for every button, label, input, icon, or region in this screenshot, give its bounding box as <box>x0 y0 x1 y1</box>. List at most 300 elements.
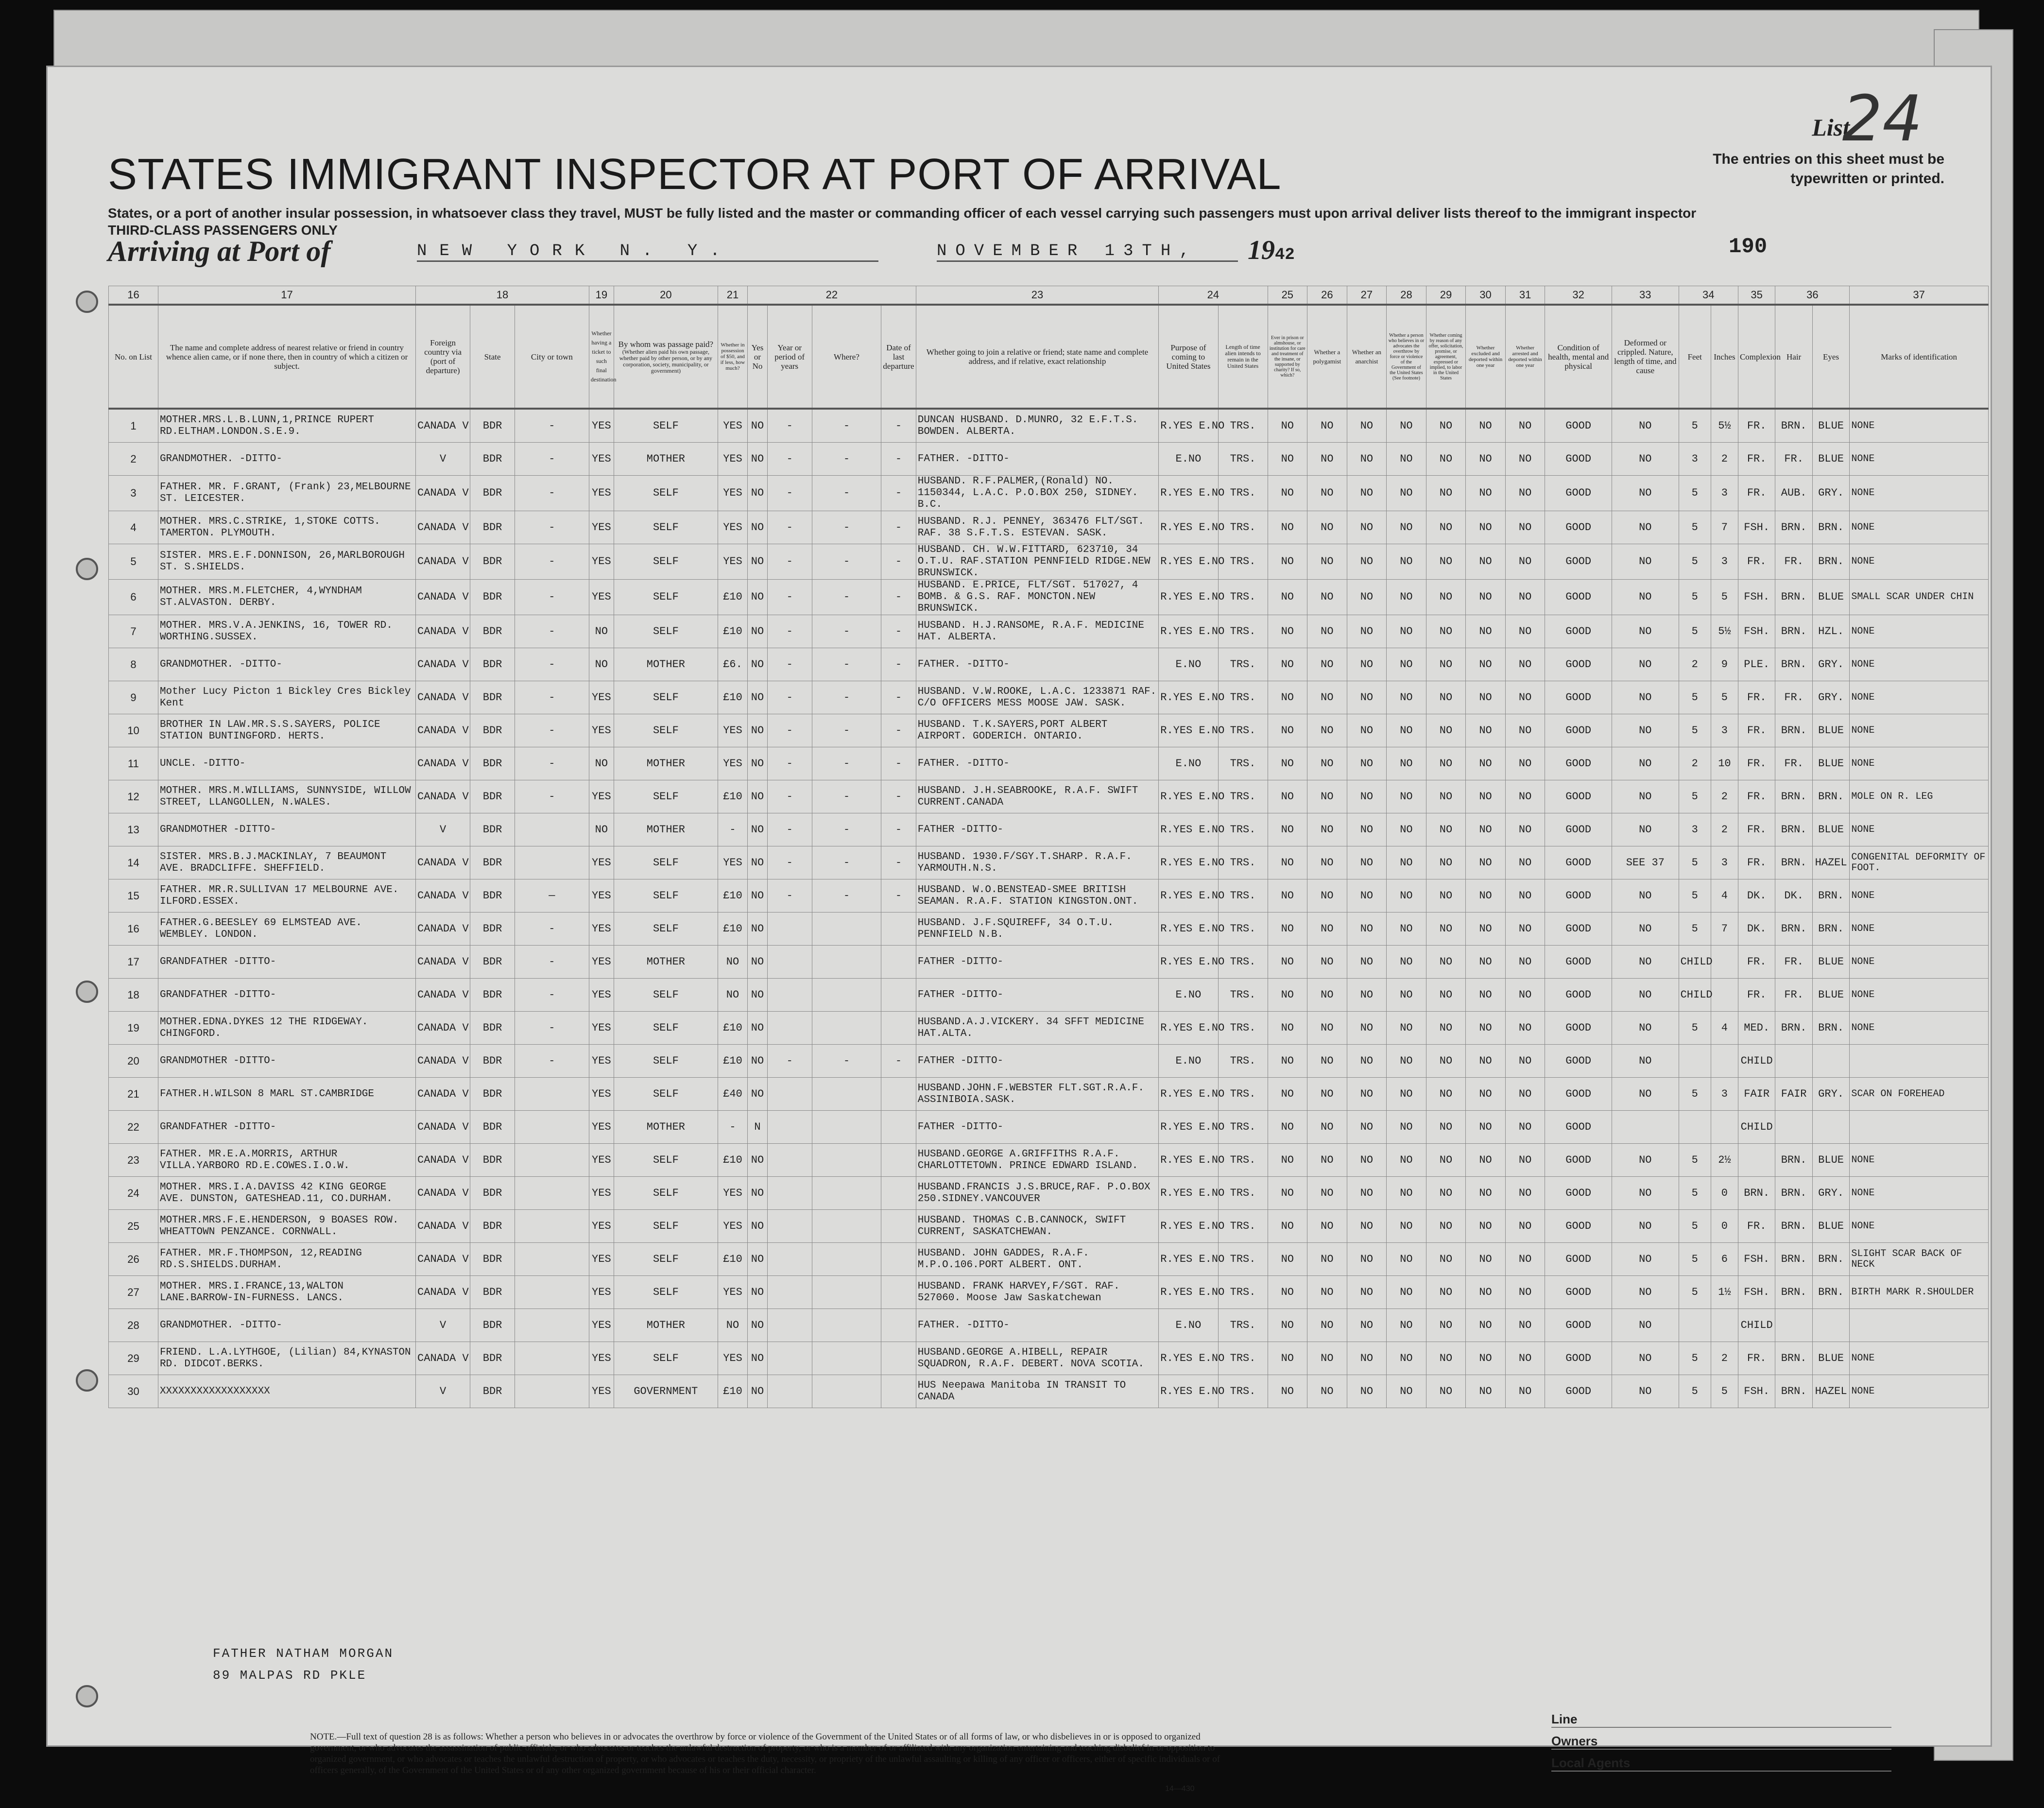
prison: NO <box>1268 1210 1307 1243</box>
period: - <box>767 681 812 714</box>
where <box>812 1243 881 1276</box>
height-feet: 5 <box>1679 714 1711 747</box>
money: YES <box>718 511 747 544</box>
period <box>767 1078 812 1111</box>
where <box>812 1342 881 1375</box>
been-before: NO <box>748 913 768 946</box>
joining: HUSBAND. J.F.SQUIREFF, 34 O.T.U. PENNFIELD N.B. <box>916 913 1159 946</box>
height-inches: 2 <box>1711 1342 1738 1375</box>
been-before: NO <box>748 714 768 747</box>
prison: NO <box>1268 1045 1307 1078</box>
hair-color: BRN. <box>1775 580 1812 615</box>
overthrow: NO <box>1387 913 1426 946</box>
deformed: NO <box>1612 1078 1679 1111</box>
height-feet: 5 <box>1679 913 1711 946</box>
joining: FATHER -DITTO- <box>916 946 1159 979</box>
purpose: R.YES E.NO <box>1159 511 1218 544</box>
labor-offer: NO <box>1426 1045 1466 1078</box>
health: GOOD <box>1545 1342 1612 1375</box>
labor-offer: NO <box>1426 714 1466 747</box>
binder-hole <box>76 558 98 580</box>
ticket: NO <box>589 615 614 648</box>
been-before: NO <box>748 615 768 648</box>
column-number-row <box>109 286 1989 305</box>
state: BDR <box>470 879 515 913</box>
column-header-row <box>109 305 1989 409</box>
column-number: 17 <box>158 286 415 305</box>
polygamist: NO <box>1307 409 1347 443</box>
complexion: FSH. <box>1738 580 1775 615</box>
paid-by: SELF <box>614 979 718 1012</box>
city <box>515 1111 589 1144</box>
departure <box>881 1177 916 1210</box>
paid-by: SELF <box>614 846 718 879</box>
purpose: R.YES E.NO <box>1159 714 1218 747</box>
column-number: 32 <box>1545 286 1612 305</box>
health: GOOD <box>1545 879 1612 913</box>
departure: - <box>881 580 916 615</box>
state: BDR <box>470 1243 515 1276</box>
complexion: FR. <box>1738 544 1775 580</box>
arrested: NO <box>1505 1144 1545 1177</box>
money: £10 <box>718 1375 747 1408</box>
row-number: 12 <box>109 780 158 813</box>
money: - <box>718 1111 747 1144</box>
labor-offer: NO <box>1426 615 1466 648</box>
eye-color: GRY. <box>1812 681 1849 714</box>
period <box>767 1177 812 1210</box>
height-inches: 4 <box>1711 879 1738 913</box>
ticket: NO <box>589 747 614 780</box>
health: GOOD <box>1545 1309 1612 1342</box>
eye-color: GRY. <box>1812 1177 1849 1210</box>
paid-by: SELF <box>614 1276 718 1309</box>
foreign-country: CANADA V <box>416 879 470 913</box>
period <box>767 1276 812 1309</box>
ticket: YES <box>589 913 614 946</box>
header-paid-by <box>614 305 718 409</box>
relative-address: GRANDFATHER -DITTO- <box>158 1111 415 1144</box>
anarchist: NO <box>1347 714 1387 747</box>
deformed: NO <box>1612 443 1679 476</box>
city: - <box>515 780 589 813</box>
column-number: 19 <box>589 286 614 305</box>
eye-color: HZL. <box>1812 615 1849 648</box>
column-number: 29 <box>1426 286 1466 305</box>
money: £10 <box>718 1144 747 1177</box>
departure: - <box>881 714 916 747</box>
overthrow: NO <box>1387 780 1426 813</box>
overthrow: NO <box>1387 879 1426 913</box>
relative-address: FATHER. MR. F.GRANT, (Frank) 23,MELBOURNE ST. LEICESTER. <box>158 476 415 511</box>
polygamist: NO <box>1307 1012 1347 1045</box>
header-period: Year or period of years <box>767 305 812 409</box>
paid-by: MOTHER <box>614 747 718 780</box>
relative-address: MOTHER. MRS.I.FRANCE,13,WALTON LANE.BARROW-IN-FURNESS. LANCS. <box>158 1276 415 1309</box>
table-row <box>109 1243 1989 1276</box>
table-row <box>109 681 1989 714</box>
anarchist: NO <box>1347 1210 1387 1243</box>
ticket: YES <box>589 1111 614 1144</box>
height-feet: 5 <box>1679 580 1711 615</box>
period: - <box>767 1045 812 1078</box>
where: - <box>812 409 881 443</box>
table-row <box>109 476 1989 511</box>
hair-color: BRN. <box>1775 780 1812 813</box>
length-of-stay: TRS. <box>1218 681 1268 714</box>
identification-marks: SCAR ON FOREHEAD <box>1850 1078 1989 1111</box>
arrested: NO <box>1505 1276 1545 1309</box>
money: £10 <box>718 681 747 714</box>
where <box>812 1177 881 1210</box>
length-of-stay: TRS. <box>1218 1045 1268 1078</box>
health: GOOD <box>1545 813 1612 846</box>
height-inches: 9 <box>1711 648 1738 681</box>
table-row <box>109 1144 1989 1177</box>
paid-by: SELF <box>614 511 718 544</box>
eye-color: HAZEL <box>1812 1375 1849 1408</box>
height-inches: 3 <box>1711 714 1738 747</box>
been-before: NO <box>748 846 768 879</box>
departure: - <box>881 476 916 511</box>
hair-color: BRN. <box>1775 1375 1812 1408</box>
purpose: R.YES E.NO <box>1159 780 1218 813</box>
been-before: NO <box>748 1210 768 1243</box>
period <box>767 1144 812 1177</box>
hair-color: BRN. <box>1775 615 1812 648</box>
arrested: NO <box>1505 979 1545 1012</box>
row-number: 18 <box>109 979 158 1012</box>
health: GOOD <box>1545 747 1612 780</box>
eye-color: BRN. <box>1812 544 1849 580</box>
purpose: R.YES E.NO <box>1159 1144 1218 1177</box>
ticket: YES <box>589 879 614 913</box>
hair-color: FAIR <box>1775 1078 1812 1111</box>
prison: NO <box>1268 846 1307 879</box>
hair-color: BRN. <box>1775 1210 1812 1243</box>
length-of-stay: TRS. <box>1218 443 1268 476</box>
polygamist: NO <box>1307 1276 1347 1309</box>
where <box>812 913 881 946</box>
date-field: NOVEMBER 13TH, <box>937 242 1238 262</box>
column-number: 33 <box>1612 286 1679 305</box>
paid-by: MOTHER <box>614 813 718 846</box>
excluded: NO <box>1466 544 1506 580</box>
polygamist: NO <box>1307 544 1347 580</box>
excluded: NO <box>1466 879 1506 913</box>
row-number: 1 <box>109 409 158 443</box>
been-before: NO <box>748 747 768 780</box>
period: - <box>767 714 812 747</box>
period <box>767 1342 812 1375</box>
length-of-stay: TRS. <box>1218 1078 1268 1111</box>
excluded: NO <box>1466 913 1506 946</box>
joining: FATHER -DITTO- <box>916 1111 1159 1144</box>
header-polygamist: Whether a polygamist <box>1307 305 1347 409</box>
eye-color: BLUE <box>1812 1342 1849 1375</box>
complexion <box>1738 1144 1775 1177</box>
port-field: NEW YORK N. Y. <box>417 242 878 262</box>
state: BDR <box>470 913 515 946</box>
state: BDR <box>470 476 515 511</box>
length-of-stay: TRS. <box>1218 1012 1268 1045</box>
foreign-country: CANADA V <box>416 780 470 813</box>
column-number: 31 <box>1505 286 1545 305</box>
eye-color: GRY. <box>1812 476 1849 511</box>
deformed: NO <box>1612 681 1679 714</box>
identification-marks: NONE <box>1850 1177 1989 1210</box>
arrested: NO <box>1505 409 1545 443</box>
height-inches: 2 <box>1711 780 1738 813</box>
height-feet: 5 <box>1679 615 1711 648</box>
complexion: FR. <box>1738 946 1775 979</box>
polygamist: NO <box>1307 1243 1347 1276</box>
state: BDR <box>470 780 515 813</box>
height-feet <box>1679 1111 1711 1144</box>
been-before: NO <box>748 1342 768 1375</box>
health: GOOD <box>1545 780 1612 813</box>
purpose: R.YES E.NO <box>1159 846 1218 879</box>
form-number: 14—430 <box>1165 1785 1195 1793</box>
joining: HUSBAND.FRANCIS J.S.BRUCE,RAF. P.O.BOX 250.SIDNEY.VANCOUVER <box>916 1177 1159 1210</box>
city: - <box>515 946 589 979</box>
joining: HUSBAND. T.K.SAYERS,PORT ALBERT AIRPORT. GODERICH. ONTARIO. <box>916 714 1159 747</box>
header-labor-offer: Whether coming by reason of any offer, solicitation, promise, or agreement, expressed or implied, to labor in the United States <box>1426 305 1466 409</box>
labor-offer: NO <box>1426 1375 1466 1408</box>
overthrow: NO <box>1387 813 1426 846</box>
where <box>812 1111 881 1144</box>
state: BDR <box>470 1045 515 1078</box>
state: BDR <box>470 846 515 879</box>
hair-color <box>1775 1309 1812 1342</box>
excluded: NO <box>1466 476 1506 511</box>
eye-color: BLUE <box>1812 979 1849 1012</box>
length-of-stay: TRS. <box>1218 879 1268 913</box>
identification-marks: NONE <box>1850 1375 1989 1408</box>
hair-color: BRN. <box>1775 511 1812 544</box>
where: - <box>812 747 881 780</box>
overthrow: NO <box>1387 580 1426 615</box>
prison: NO <box>1268 714 1307 747</box>
money: NO <box>718 979 747 1012</box>
column-number: 28 <box>1387 286 1426 305</box>
polygamist: NO <box>1307 946 1347 979</box>
ticket: YES <box>589 681 614 714</box>
where <box>812 1276 881 1309</box>
relative-address: GRANDFATHER -DITTO- <box>158 979 415 1012</box>
period: - <box>767 648 812 681</box>
table-row <box>109 511 1989 544</box>
column-number: 18 <box>416 286 589 305</box>
anarchist: NO <box>1347 681 1387 714</box>
deformed: NO <box>1612 648 1679 681</box>
binder-hole <box>76 291 98 313</box>
deformed: NO <box>1612 1243 1679 1276</box>
polygamist: NO <box>1307 1309 1347 1342</box>
joining: FATHER -DITTO- <box>916 979 1159 1012</box>
excluded: NO <box>1466 780 1506 813</box>
relative-address: BROTHER IN LAW.MR.S.S.SAYERS, POLICE STATION BUNTINGFORD. HERTS. <box>158 714 415 747</box>
period: - <box>767 747 812 780</box>
where <box>812 1144 881 1177</box>
departure: - <box>881 544 916 580</box>
joining: HUSBAND.GEORGE A.HIBELL, REPAIR SQUADRON, R.A.F. DEBERT. NOVA SCOTIA. <box>916 1342 1159 1375</box>
manifest-rows <box>109 409 1989 1408</box>
deformed: NO <box>1612 946 1679 979</box>
deformed: NO <box>1612 1210 1679 1243</box>
overthrow: NO <box>1387 409 1426 443</box>
row-number: 7 <box>109 615 158 648</box>
header-marks: Marks of identification <box>1850 305 1989 409</box>
foreign-country: V <box>416 813 470 846</box>
polygamist: NO <box>1307 443 1347 476</box>
identification-marks: NONE <box>1850 1012 1989 1045</box>
paid-by: SELF <box>614 580 718 615</box>
city <box>515 1375 589 1408</box>
purpose: R.YES E.NO <box>1159 580 1218 615</box>
relative-address: MOTHER. MRS.M.FLETCHER, 4,WYNDHAM ST.ALVASTON. DERBY. <box>158 580 415 615</box>
identification-marks: NONE <box>1850 409 1989 443</box>
foreign-country: V <box>416 443 470 476</box>
period: - <box>767 615 812 648</box>
complexion: FSH. <box>1738 511 1775 544</box>
row-number: 8 <box>109 648 158 681</box>
hair-color: FR. <box>1775 544 1812 580</box>
relative-address: GRANDMOTHER -DITTO- <box>158 1045 415 1078</box>
local-agents-field: Local Agents <box>1551 1756 1891 1772</box>
labor-offer: NO <box>1426 946 1466 979</box>
anarchist: NO <box>1347 1243 1387 1276</box>
height-inches <box>1711 1111 1738 1144</box>
city: — <box>515 879 589 913</box>
where <box>812 946 881 979</box>
hair-color <box>1775 1045 1812 1078</box>
ticket: YES <box>589 846 614 879</box>
departure: - <box>881 681 916 714</box>
labor-offer: NO <box>1426 1012 1466 1045</box>
height-inches: 3 <box>1711 476 1738 511</box>
row-number: 11 <box>109 747 158 780</box>
identification-marks: NONE <box>1850 813 1989 846</box>
row-number: 14 <box>109 846 158 879</box>
period <box>767 1375 812 1408</box>
purpose: E.NO <box>1159 443 1218 476</box>
joining: HUSBAND. V.W.ROOKE, L.A.C. 1233871 RAF. C/O OFFICERS MESS MOOSE JAW. SASK. <box>916 681 1159 714</box>
polygamist: NO <box>1307 780 1347 813</box>
year-field <box>1248 235 1295 266</box>
height-inches: 6 <box>1711 1243 1738 1276</box>
anarchist: NO <box>1347 511 1387 544</box>
hair-color: DK. <box>1775 879 1812 913</box>
state: BDR <box>470 1210 515 1243</box>
complexion: DK. <box>1738 879 1775 913</box>
purpose: E.NO <box>1159 747 1218 780</box>
identification-marks: NONE <box>1850 946 1989 979</box>
height-inches: 3 <box>1711 544 1738 580</box>
arrested: NO <box>1505 648 1545 681</box>
state: BDR <box>470 813 515 846</box>
excluded: NO <box>1466 1210 1506 1243</box>
prison: NO <box>1268 1375 1307 1408</box>
ticket: NO <box>589 648 614 681</box>
column-number: 36 <box>1775 286 1850 305</box>
deformed: NO <box>1612 979 1679 1012</box>
ticket: YES <box>589 476 614 511</box>
column-number: 21 <box>718 286 747 305</box>
polygamist: NO <box>1307 615 1347 648</box>
ticket: YES <box>589 1045 614 1078</box>
column-number: 34 <box>1679 286 1738 305</box>
header-inches: Inches <box>1711 305 1738 409</box>
header-paid-by-label: By whom was passage paid? <box>618 339 714 349</box>
city: - <box>515 714 589 747</box>
labor-offer: NO <box>1426 979 1466 1012</box>
complexion: BRN. <box>1738 1177 1775 1210</box>
been-before: NO <box>748 1375 768 1408</box>
anarchist: NO <box>1347 1309 1387 1342</box>
labor-offer: NO <box>1426 1078 1466 1111</box>
overthrow: NO <box>1387 1243 1426 1276</box>
length-of-stay: TRS. <box>1218 615 1268 648</box>
height-feet: 5 <box>1679 1276 1711 1309</box>
height-inches: 0 <box>1711 1177 1738 1210</box>
length-of-stay: TRS. <box>1218 511 1268 544</box>
labor-offer: NO <box>1426 1342 1466 1375</box>
header-eyes: Eyes <box>1812 305 1849 409</box>
hair-color: BRN. <box>1775 648 1812 681</box>
relative-address: FATHER. MR.R.SULLIVAN 17 MELBOURNE AVE. ILFORD.ESSEX. <box>158 879 415 913</box>
overthrow: NO <box>1387 1012 1426 1045</box>
hair-color: FR. <box>1775 979 1812 1012</box>
excluded: NO <box>1466 615 1506 648</box>
height-feet: 5 <box>1679 846 1711 879</box>
identification-marks: SLIGHT SCAR BACK OF NECK <box>1850 1243 1989 1276</box>
complexion: PLE. <box>1738 648 1775 681</box>
row-number: 6 <box>109 580 158 615</box>
foreign-country: CANADA V <box>416 1177 470 1210</box>
eye-color: BLUE <box>1812 443 1849 476</box>
arrested: NO <box>1505 1012 1545 1045</box>
length-of-stay: TRS. <box>1218 979 1268 1012</box>
purpose: R.YES E.NO <box>1159 681 1218 714</box>
money: YES <box>718 1276 747 1309</box>
where <box>812 1078 881 1111</box>
height-feet: 2 <box>1679 747 1711 780</box>
health: GOOD <box>1545 544 1612 580</box>
state: BDR <box>470 1177 515 1210</box>
relative-address: MOTHER.MRS.F.E.HENDERSON, 9 BOASES ROW. WHEATTOWN PENZANCE. CORNWALL. <box>158 1210 415 1243</box>
column-number: 30 <box>1466 286 1506 305</box>
complexion: FR. <box>1738 476 1775 511</box>
arrested: NO <box>1505 747 1545 780</box>
eye-color: GRY. <box>1812 648 1849 681</box>
overthrow: NO <box>1387 615 1426 648</box>
complexion: FR. <box>1738 846 1775 879</box>
prison: NO <box>1268 476 1307 511</box>
purpose: R.YES E.NO <box>1159 544 1218 580</box>
height-feet: 5 <box>1679 1375 1711 1408</box>
complexion: DK. <box>1738 913 1775 946</box>
complexion: MED. <box>1738 1012 1775 1045</box>
polygamist: NO <box>1307 1210 1347 1243</box>
class-line: THIRD-CLASS PASSENGERS ONLY <box>108 223 338 238</box>
anarchist: NO <box>1347 409 1387 443</box>
length-of-stay: TRS. <box>1218 747 1268 780</box>
prison: NO <box>1268 1309 1307 1342</box>
complexion: FR. <box>1738 780 1775 813</box>
health: GOOD <box>1545 615 1612 648</box>
arrested: NO <box>1505 913 1545 946</box>
